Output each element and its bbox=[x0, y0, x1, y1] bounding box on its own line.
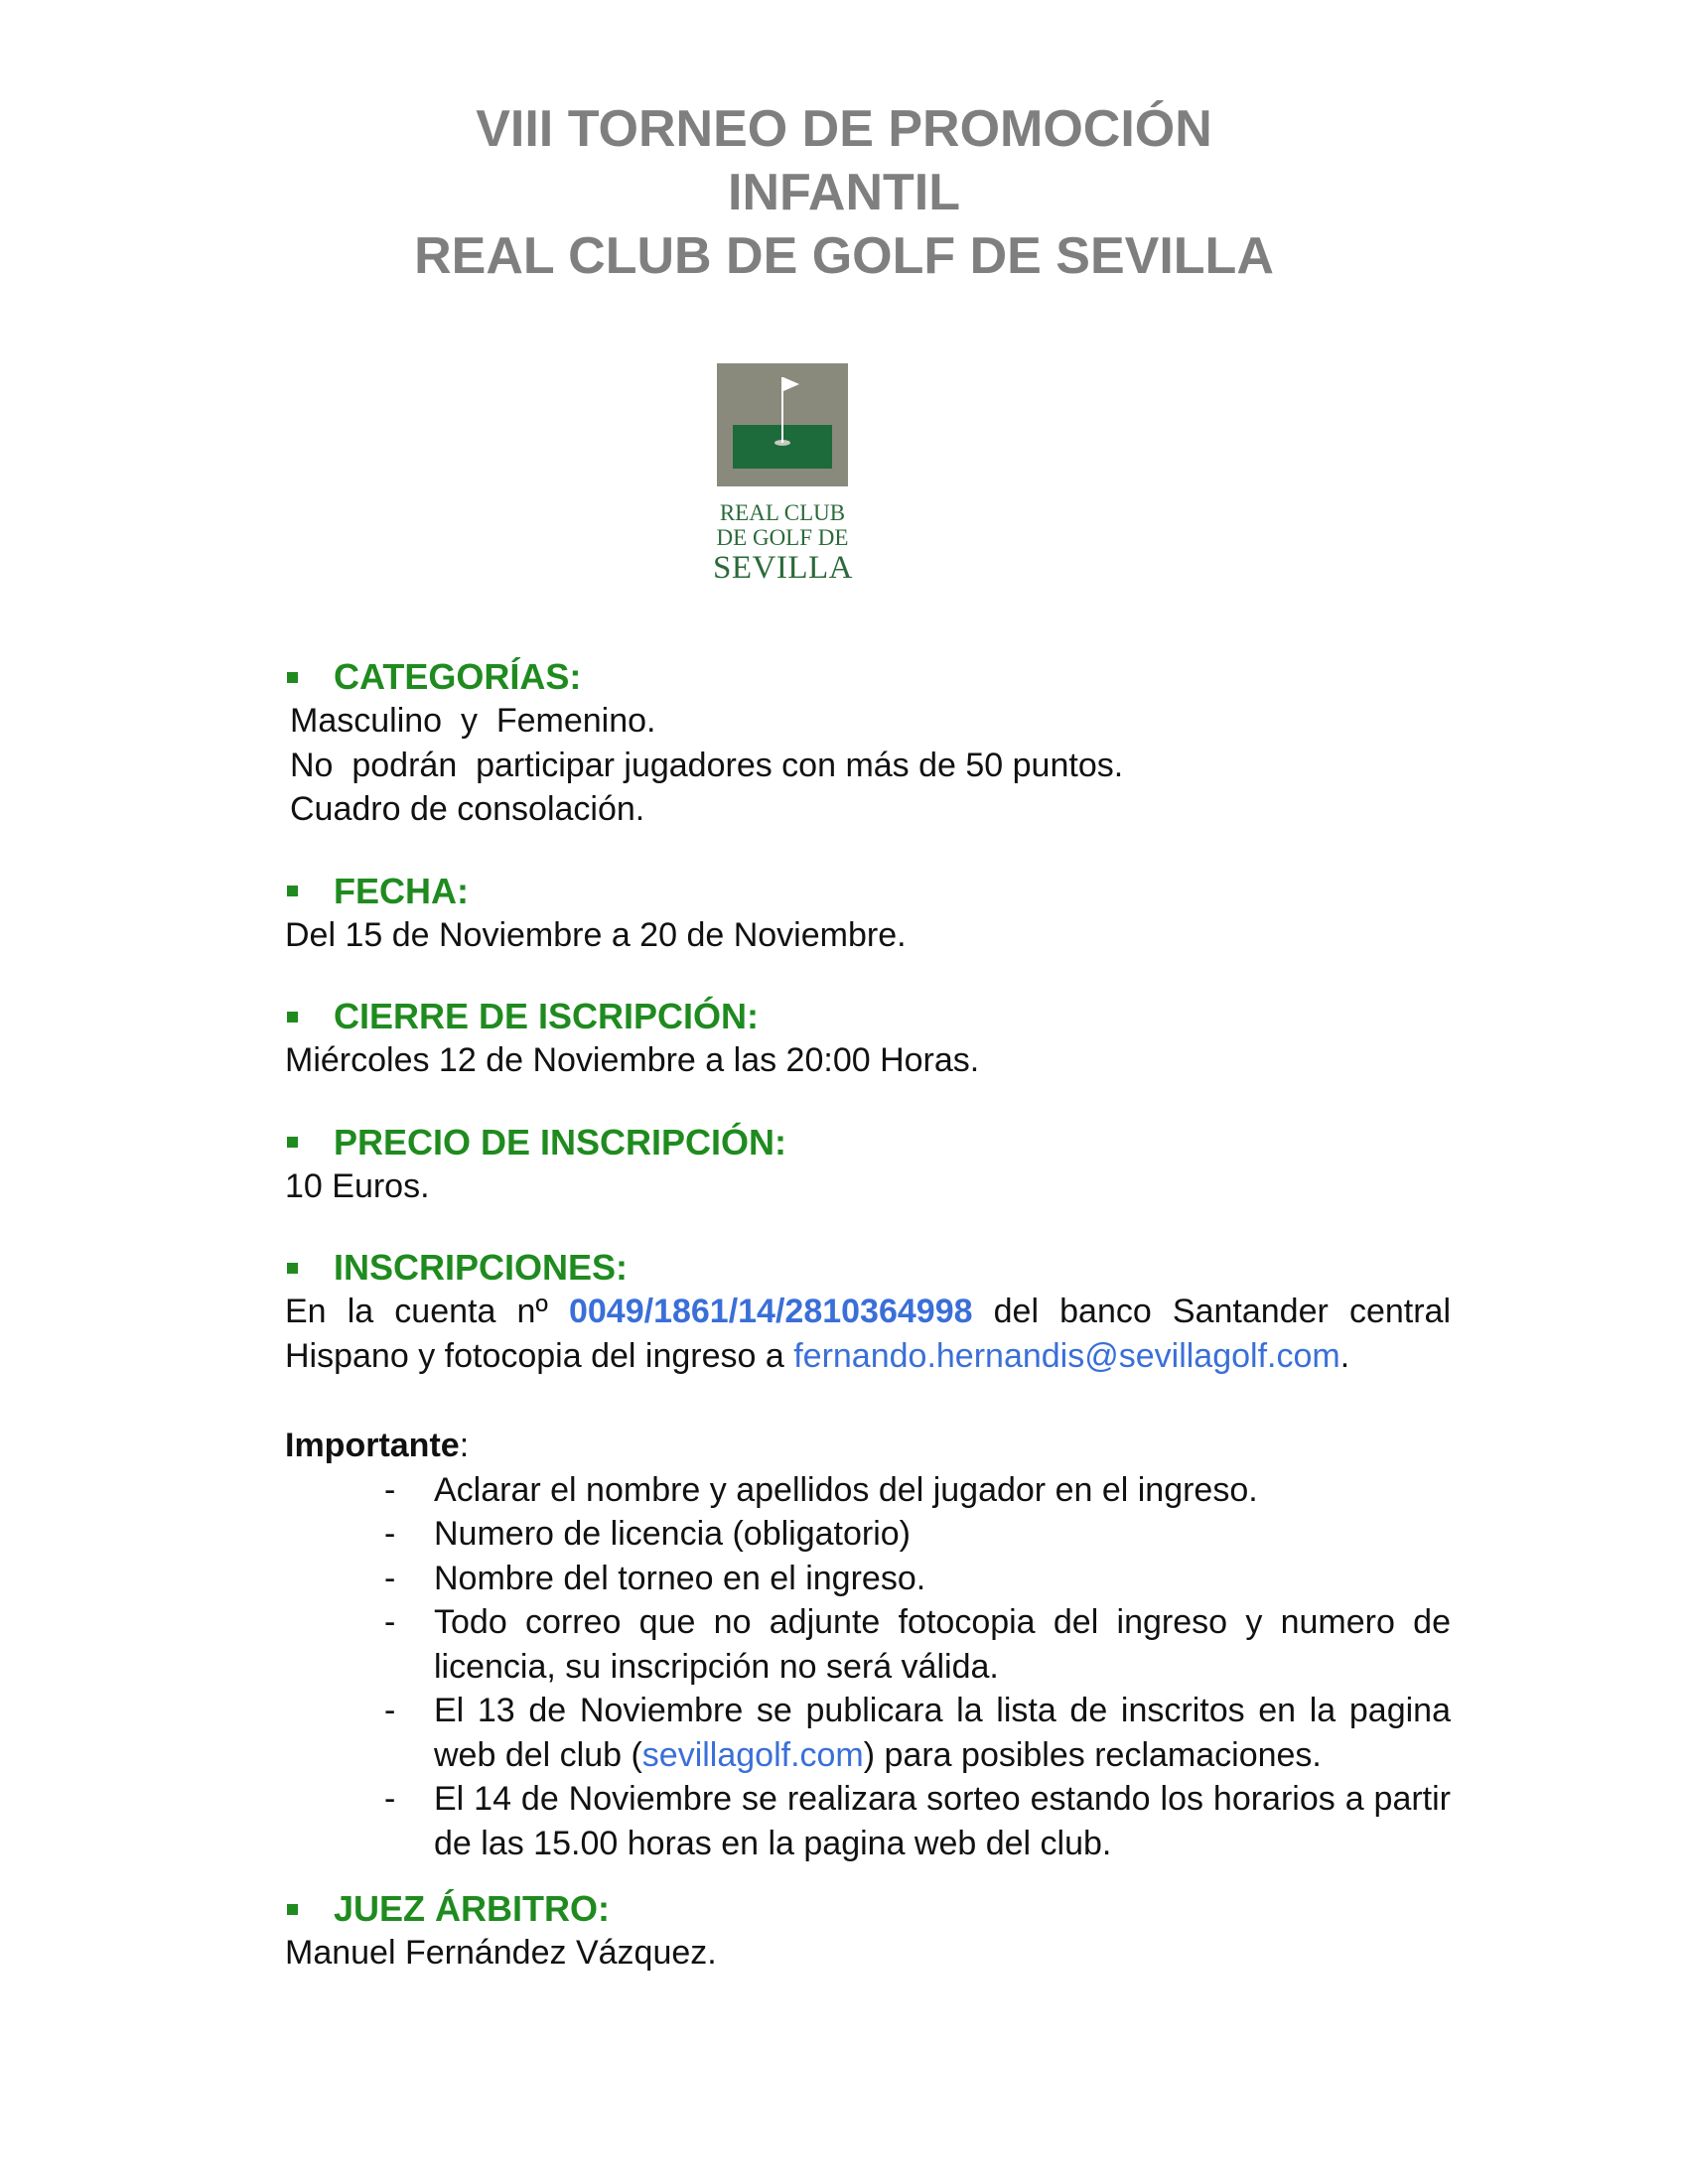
square-bullet-icon bbox=[287, 886, 298, 896]
section-categorias bbox=[285, 655, 1451, 832]
section-heading bbox=[285, 995, 1451, 1038]
section-juez-arbitro bbox=[285, 1887, 1451, 1976]
title-line-2: INFANTIL bbox=[728, 164, 960, 221]
dash-bullet: - bbox=[384, 1559, 396, 1597]
list-item-text: Numero de licencia (obligatorio) bbox=[434, 1515, 912, 1553]
inscripciones-text bbox=[285, 1290, 1451, 1378]
list-item-text: Aclarar el nombre y apellidos del jugador en el ingreso. bbox=[434, 1470, 1258, 1509]
text-fragment: ) para posibles reclamaciones. bbox=[863, 1735, 1322, 1774]
website-link[interactable]: sevillagolf.com bbox=[641, 1735, 864, 1774]
list-item-text: El 14 de Noviembre se realizara sorteo estando los horarios a partir de las 15.00 horas en la pagina web del club. bbox=[434, 1780, 1451, 1862]
text-line: Cuadro de consolación. bbox=[290, 790, 645, 828]
list-item bbox=[285, 1512, 1451, 1557]
dash-bullet: - bbox=[384, 1515, 396, 1553]
email-link[interactable]: fernando.hernandis@sevillagolf.com bbox=[793, 1336, 1340, 1375]
section-heading bbox=[285, 1121, 1451, 1164]
section-heading bbox=[285, 1887, 1451, 1931]
club-logo bbox=[713, 363, 852, 586]
square-bullet-icon bbox=[287, 1904, 298, 1915]
heading-text: INSCRIPCIONES: bbox=[334, 1247, 629, 1288]
logo-text-line-3: SEVILLA bbox=[713, 550, 853, 586]
golf-flag-logo-icon bbox=[717, 363, 848, 486]
fecha-text: Del 15 de Noviembre a 20 de Noviembre. bbox=[285, 915, 907, 954]
text-fragment: En la cuenta nº bbox=[285, 1293, 569, 1330]
dash-bullet: - bbox=[384, 1603, 396, 1641]
text-fragment: del banco Santander central Hispano y fotocopia del ingreso a bbox=[285, 1293, 1451, 1375]
list-item bbox=[285, 1777, 1451, 1865]
list-item-text: Nombre del torneo en el ingreso. bbox=[434, 1559, 926, 1597]
square-bullet-icon bbox=[287, 1137, 298, 1148]
categorias-text bbox=[285, 699, 1451, 832]
text-line: No podrán participar jugadores con más de 50 puntos. bbox=[290, 746, 1124, 784]
heading-text: FECHA: bbox=[334, 870, 469, 911]
important-label-text: Importante bbox=[285, 1427, 460, 1464]
square-bullet-icon bbox=[287, 1263, 298, 1274]
title-line-1: VIII TORNEO DE PROMOCIÓN bbox=[476, 100, 1212, 158]
bank-account-number: 0049/1861/14/2810364998 bbox=[568, 1293, 973, 1330]
section-heading bbox=[285, 1246, 1451, 1290]
important-section bbox=[285, 1424, 1451, 1865]
section-heading bbox=[285, 870, 1451, 913]
square-bullet-icon bbox=[287, 1012, 298, 1023]
dash-bullet: - bbox=[384, 1470, 396, 1509]
title-line-3: REAL CLUB DE GOLF DE SEVILLA bbox=[414, 227, 1274, 285]
list-item bbox=[285, 1557, 1451, 1601]
document-body bbox=[285, 655, 1451, 2013]
section-fecha bbox=[285, 870, 1451, 958]
section-cierre-inscripcion bbox=[285, 995, 1451, 1083]
list-item bbox=[285, 1689, 1451, 1777]
heading-text: PRECIO DE INSCRIPCIÓN: bbox=[334, 1121, 787, 1162]
heading-text: CATEGORÍAS: bbox=[334, 656, 582, 697]
document-title bbox=[0, 97, 1688, 288]
list-item bbox=[285, 1600, 1451, 1689]
heading-text: JUEZ ÁRBITRO: bbox=[334, 1888, 610, 1929]
text-fragment: El 13 de Noviembre se publicara la lista de inscritos en la pagina web del club ( bbox=[434, 1692, 1451, 1774]
list-item-text: Todo correo que no adjunte fotocopia del ingreso y numero de licencia, su inscripción no será válida. bbox=[434, 1603, 1451, 1686]
section-precio bbox=[285, 1121, 1451, 1209]
important-colon: : bbox=[459, 1427, 470, 1464]
text-fragment: . bbox=[1339, 1336, 1350, 1375]
important-list bbox=[285, 1468, 1451, 1866]
logo-wordmark bbox=[713, 500, 852, 586]
logo-text-line-2: DE GOLF DE bbox=[716, 525, 849, 550]
referee-name: Manuel Fernández Vázquez. bbox=[285, 1934, 717, 1972]
list-item bbox=[285, 1468, 1451, 1513]
section-inscripciones bbox=[285, 1246, 1451, 1378]
section-heading bbox=[285, 655, 1451, 699]
square-bullet-icon bbox=[287, 672, 298, 683]
logo-text-line-1: REAL CLUB bbox=[719, 500, 846, 525]
heading-text: CIERRE DE ISCRIPCIÓN: bbox=[334, 996, 760, 1036]
precio-text: 10 Euros. bbox=[285, 1166, 430, 1205]
dash-bullet: - bbox=[384, 1780, 396, 1818]
dash-bullet: - bbox=[384, 1692, 396, 1729]
text-line: Masculino y Femenino. bbox=[290, 702, 656, 740]
cierre-text: Miércoles 12 de Noviembre a las 20:00 Horas. bbox=[285, 1041, 980, 1079]
important-label bbox=[285, 1424, 1451, 1468]
